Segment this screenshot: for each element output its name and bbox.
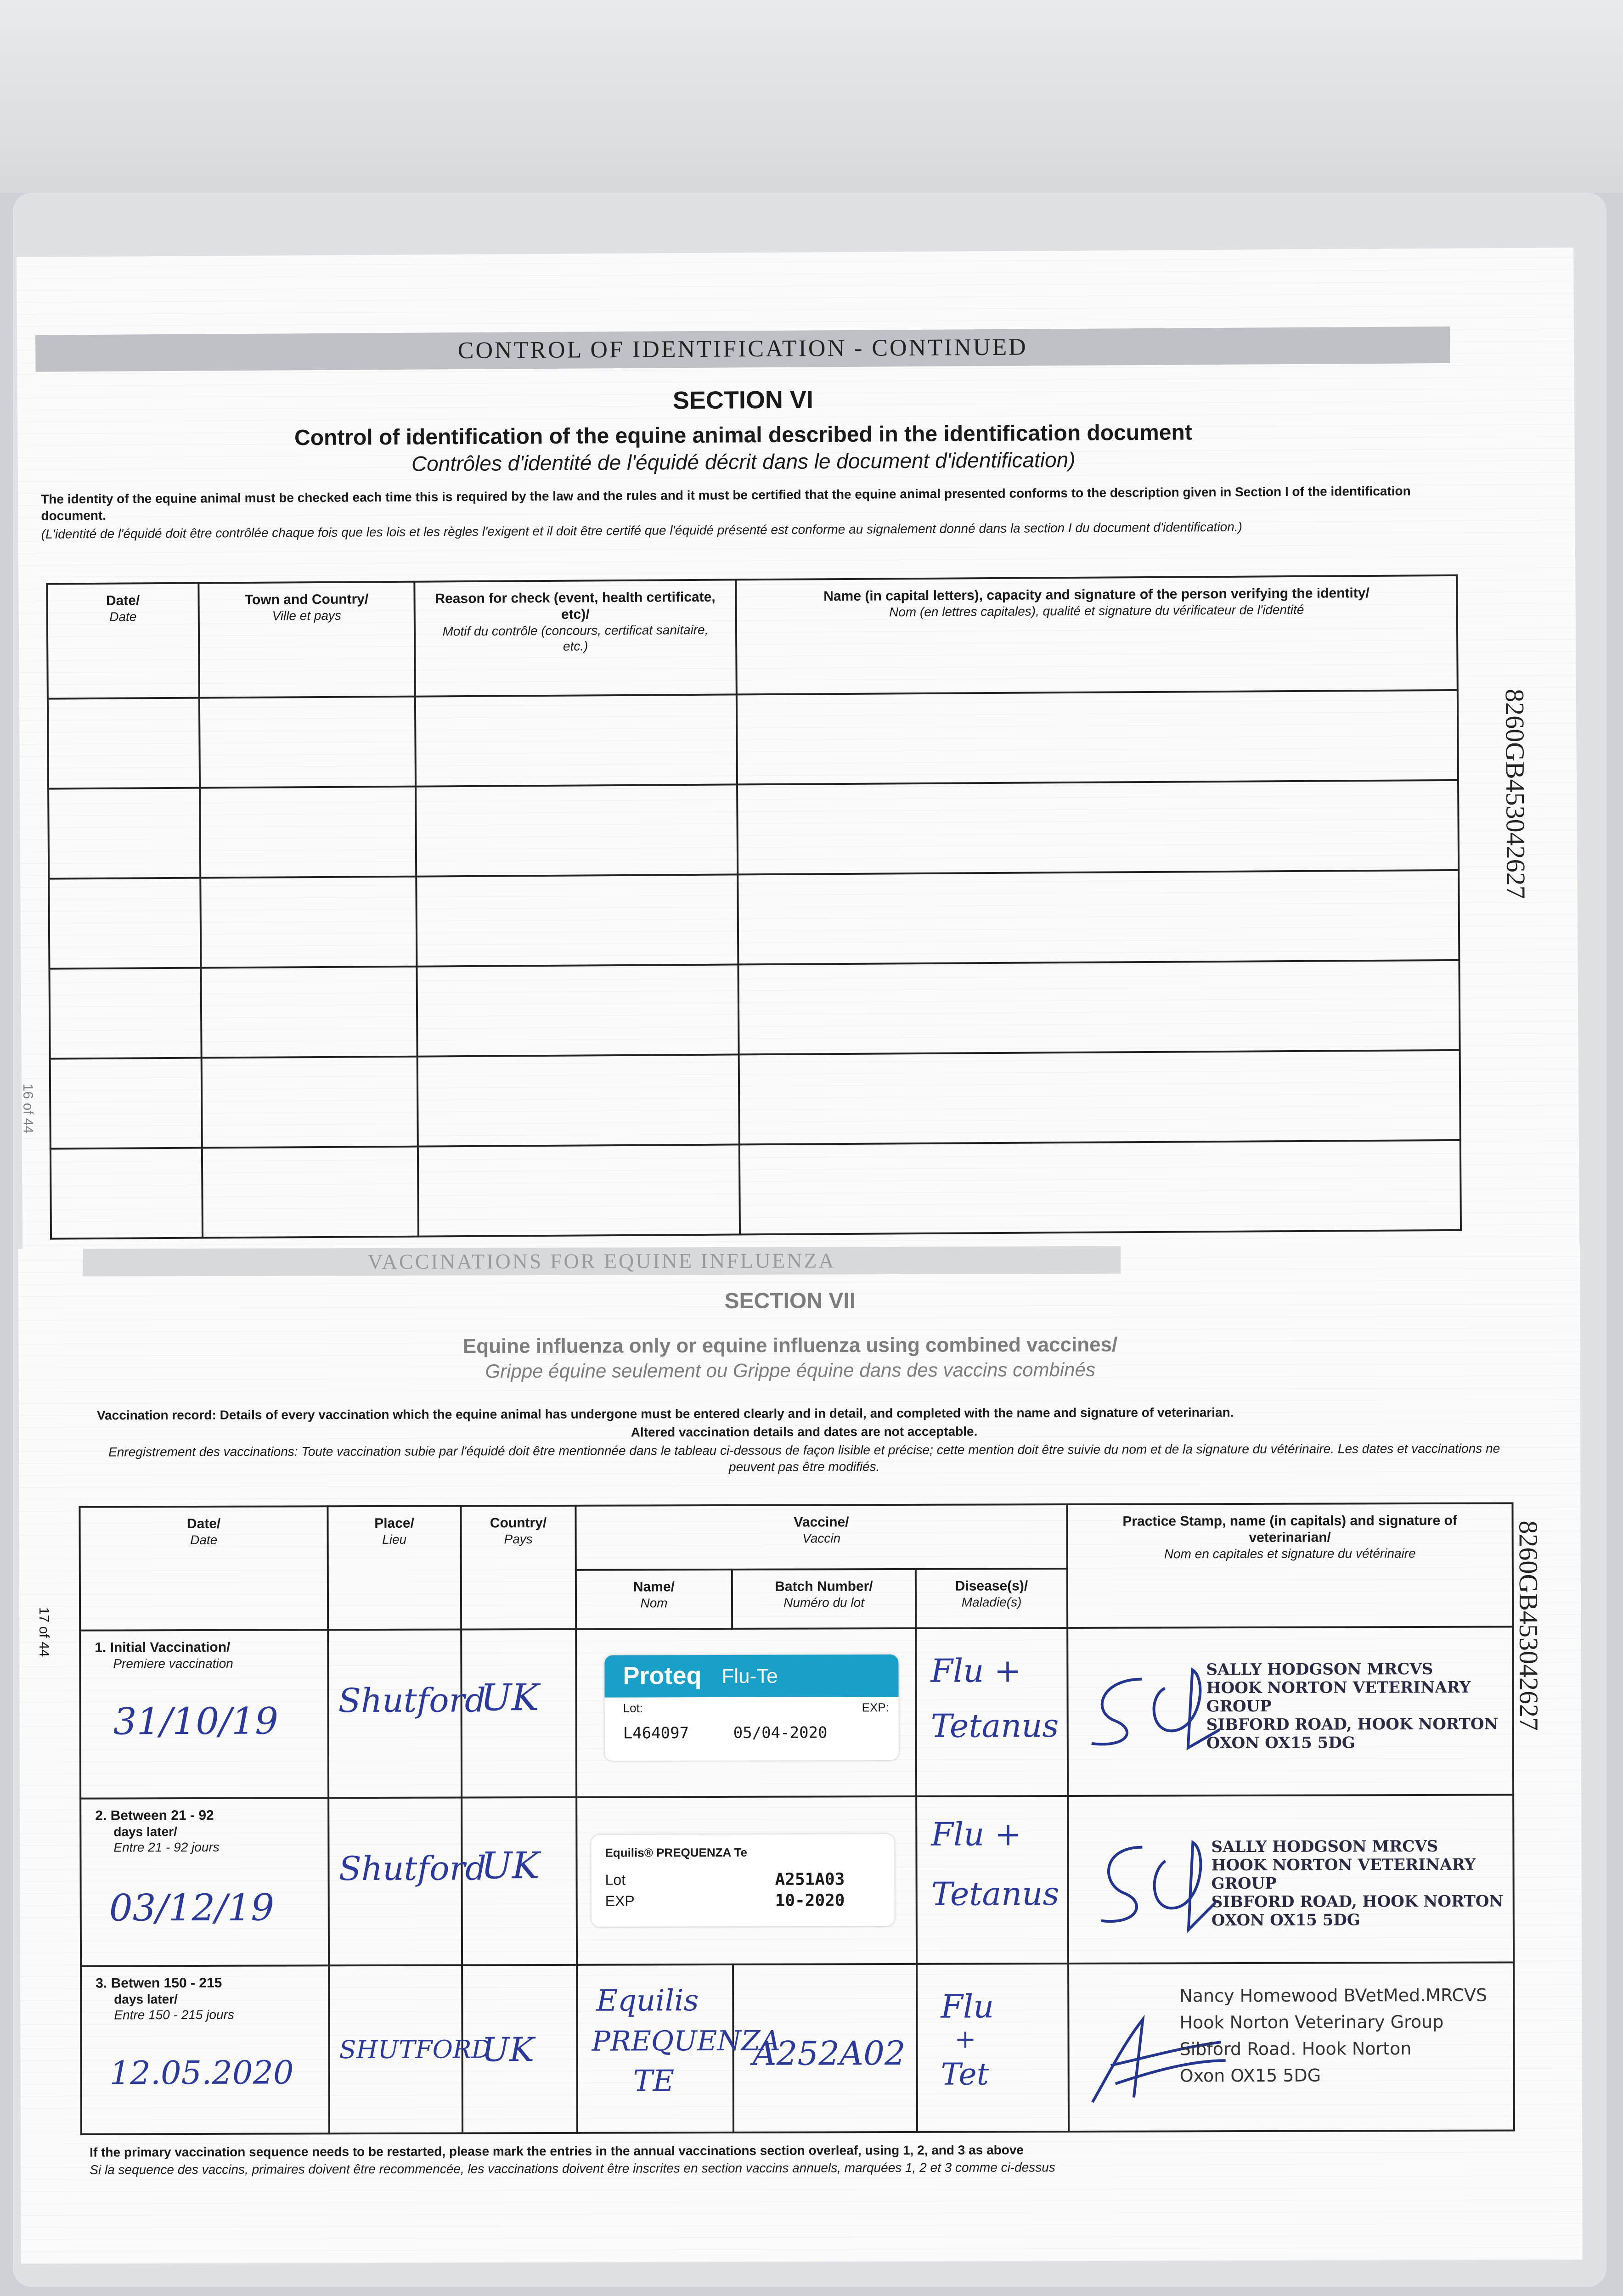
country-cell[interactable]: UK — [461, 1629, 576, 1797]
practice-stamp: SALLY HODGSON MRCVS HOOK NORTON VETERINARY GROUP SIBFORD ROAD, HOOK NORTON OXON OX15 5DG — [1206, 1660, 1499, 1753]
section-title: SECTION VII — [724, 1289, 856, 1313]
scan-background — [0, 0, 1623, 193]
section-title: SECTION VI — [672, 386, 814, 415]
reason-cell[interactable] — [418, 1144, 740, 1236]
disease-cell[interactable]: Flu + Tet — [917, 1964, 1069, 2132]
signature-mark — [1087, 1824, 1216, 1935]
table-row — [48, 780, 1459, 879]
intro-english: The identity of the equine animal must be checked each time this is required by the law and the rules and it must be certified that the equine animal presented conforms to the description given in Section I of the identification document. — [41, 484, 1411, 523]
title-french: Contrôles d'identité de l'équidé décrit dans le document d'identification) — [411, 447, 1076, 476]
vaccination-date: 03/12/19 — [109, 1886, 275, 1930]
place-cell[interactable]: Shutford — [328, 1797, 462, 1965]
town-cell[interactable] — [201, 967, 417, 1058]
vaccine-sticker: Equilis® PREQUENZA Te Lot EXP A251A03 10-2020 — [591, 1834, 895, 1927]
section-band: CONTROL OF IDENTIFICATION - CONTINUED — [35, 326, 1450, 372]
batch-cell[interactable]: A252A02 — [733, 1964, 917, 2133]
record-english-warning: Altered vaccination details and dates are not acceptable. — [631, 1424, 978, 1440]
place-cell[interactable]: SHUTFORD — [329, 1965, 462, 2134]
sticker-header: Proteq Flu-Te — [604, 1654, 898, 1698]
disease-cell[interactable]: Flu + Tetanus — [916, 1628, 1068, 1796]
vaccine-sticker-cell[interactable] — [576, 1628, 916, 1797]
town-cell[interactable] — [200, 877, 417, 968]
reason-cell[interactable] — [415, 694, 737, 786]
vaccine-sticker: Proteq Flu-Te Lot: EXP: L464097 05/04-2020 — [604, 1654, 899, 1761]
town-cell[interactable] — [199, 697, 416, 788]
table-row — [48, 690, 1458, 789]
verifier-cell[interactable] — [737, 690, 1458, 785]
vaccine-sticker-cell[interactable] — [576, 1796, 917, 1965]
verifier-cell[interactable] — [738, 870, 1459, 965]
vaccination-table — [79, 1502, 1515, 2135]
verifier-cell[interactable] — [737, 780, 1459, 875]
table-row — [51, 1140, 1461, 1239]
header-town-country: Town and Country/ Ville et pays — [198, 582, 415, 698]
page-16 — [17, 248, 1579, 1258]
date-cell[interactable] — [48, 698, 200, 789]
intro-french: (L'identité de l'équidé doit être contrôlée chaque fois que les lois et les règles l'exigent et il doit être certifé que l'équidé présenté est conforme au signalement donné dans la section I du document d'identification.) — [41, 519, 1242, 541]
vaccination-row-3 — [81, 1963, 1514, 2134]
reason-cell[interactable] — [417, 964, 738, 1056]
vaccine-name-cell[interactable]: Equilis PREQUENZA TE — [577, 1964, 733, 2133]
vaccination-row-2 — [80, 1795, 1514, 1966]
date-cell[interactable] — [50, 1058, 202, 1149]
table-row — [49, 870, 1459, 969]
header-country: Country/ Pays — [461, 1506, 576, 1630]
signature — [1087, 1824, 1216, 1937]
town-cell[interactable] — [200, 787, 416, 878]
date-cell[interactable] — [48, 788, 200, 879]
table-row — [49, 960, 1460, 1059]
title-french: Grippe équine seulement ou Grippe équine dans des vaccins combinés — [485, 1358, 1095, 1382]
disease-cell[interactable]: Flu + Tetanus — [916, 1796, 1068, 1964]
page-number: 17 of 44 — [36, 1607, 52, 1657]
signature — [1082, 1660, 1220, 1769]
vaccination-date: 12.05.2020 — [109, 2054, 294, 2092]
header-verifier: Name (in capital letters), capacity and signature of the person verifying the identity/ Nom (en lettres capitales), qualité et signature du vérificateur de l'identité — [736, 575, 1457, 695]
record-french: Enregistrement des vaccinations: Toute vaccination subie par l'équidé doit être mentionnée dans le tableau ci-dessous de façon lisible et précise; cette mention doit être suivie du nom et de la signature du vétérinaire. Les dates et vaccinations ne peuvent pas être modifiés. — [108, 1441, 1500, 1474]
town-cell[interactable] — [202, 1147, 418, 1238]
verifier-cell[interactable] — [739, 1050, 1460, 1145]
reason-cell[interactable] — [416, 784, 738, 876]
table-header-row — [47, 575, 1457, 699]
country-cell[interactable]: UK — [462, 1965, 577, 2133]
header-reason: Reason for check (event, health certificate, etc)/ Motif du contrôle (concours, certificat sanitaire, etc.) — [414, 580, 737, 696]
date-cell[interactable] — [49, 878, 201, 969]
header-batch: Batch Number/ Numéro du lot — [732, 1569, 916, 1629]
verifier-cell[interactable] — [739, 1140, 1461, 1235]
title-english: Equine influenza only or equine influenza using combined vaccines/ — [462, 1333, 1118, 1358]
practice-stamp: Nancy Homewood BVetMed.MRCVS Hook Norton Veterinary Group Sibford Road. Hook Norton Oxon OX15 5DG — [1179, 1985, 1488, 2086]
vaccination-date: 31/10/19 — [113, 1699, 279, 1743]
passport-id-vertical: 8260GB453042627 — [1499, 688, 1531, 899]
country-cell[interactable]: UK — [462, 1797, 577, 1965]
practice-stamp-cell[interactable] — [1068, 1963, 1514, 2132]
passport-id-vertical: 8260GB453042627 — [1513, 1520, 1544, 1731]
date-cell[interactable]: 3. Betwen 150 - 215 days later/ Entre 150 - 215 jours 12.05.2020 — [81, 1965, 329, 2134]
table-header-row — [79, 1503, 1512, 1571]
place-cell[interactable]: Shutford — [328, 1629, 462, 1797]
header-disease: Disease(s)/ Maladie(s) — [916, 1569, 1067, 1628]
header-place: Place/ Lieu — [327, 1506, 461, 1630]
table-row — [50, 1050, 1460, 1149]
signature-mark — [1082, 1660, 1220, 1753]
header-date: Date/ Date — [79, 1506, 328, 1630]
date-cell[interactable] — [51, 1148, 203, 1239]
date-cell[interactable]: 2. Between 21 - 92 days later/ Entre 21 - 92 jours 03/12/19 — [80, 1798, 329, 1966]
reason-cell[interactable] — [417, 1054, 739, 1146]
date-cell[interactable]: 1. Initial Vaccination/ Premiere vaccination 31/10/19 — [80, 1630, 328, 1798]
footnote-english: If the primary vaccination sequence needs to be restarted, please mark the entries in the annual vaccinations section overleaf, using 1, 2, and 3 as above — [90, 2143, 1024, 2160]
practice-stamp-cell[interactable] — [1068, 1795, 1514, 1964]
identification-control-table — [46, 574, 1462, 1240]
header-vaccine-name: Name/ Nom — [576, 1570, 732, 1629]
reason-cell[interactable] — [416, 874, 738, 966]
header-date: Date/ Date — [47, 583, 199, 699]
header-practice: Practice Stamp, name (in capitals) and signature of veterinarian/ Nom en capitales et signature du vétérinaire — [1067, 1503, 1513, 1627]
section-band: VACCINATIONS FOR EQUINE INFLUENZA — [83, 1246, 1121, 1277]
header-vaccine: Vaccine/ Vaccin — [575, 1504, 1067, 1570]
title-english: Control of identification of the equine animal described in the identification document — [294, 420, 1192, 450]
practice-stamp: SALLY HODGSON MRCVS HOOK NORTON VETERINARY GROUP SIBFORD ROAD, HOOK NORTON OXON OX15 5DG — [1211, 1837, 1504, 1930]
verifier-cell[interactable] — [738, 960, 1460, 1055]
practice-stamp-cell[interactable] — [1067, 1626, 1513, 1795]
page-number: 16 of 44 — [20, 1083, 36, 1134]
vaccination-row-1 — [80, 1626, 1513, 1798]
page-17 — [18, 1245, 1583, 2264]
record-english: Vaccination record: Details of every vaccination which the equine animal has undergone must be entered clearly and in detail, and completed with the name and signature of veterinarian. — [96, 1405, 1234, 1423]
town-cell[interactable] — [202, 1057, 418, 1148]
date-cell[interactable] — [49, 968, 201, 1059]
footnote-french: Si la sequence des vaccins, primaires doivent être recommencée, les vaccinations doivent être inscrites en section vaccins annuels, marquées 1, 2 et 3 comme ci-dessus — [90, 2160, 1055, 2177]
